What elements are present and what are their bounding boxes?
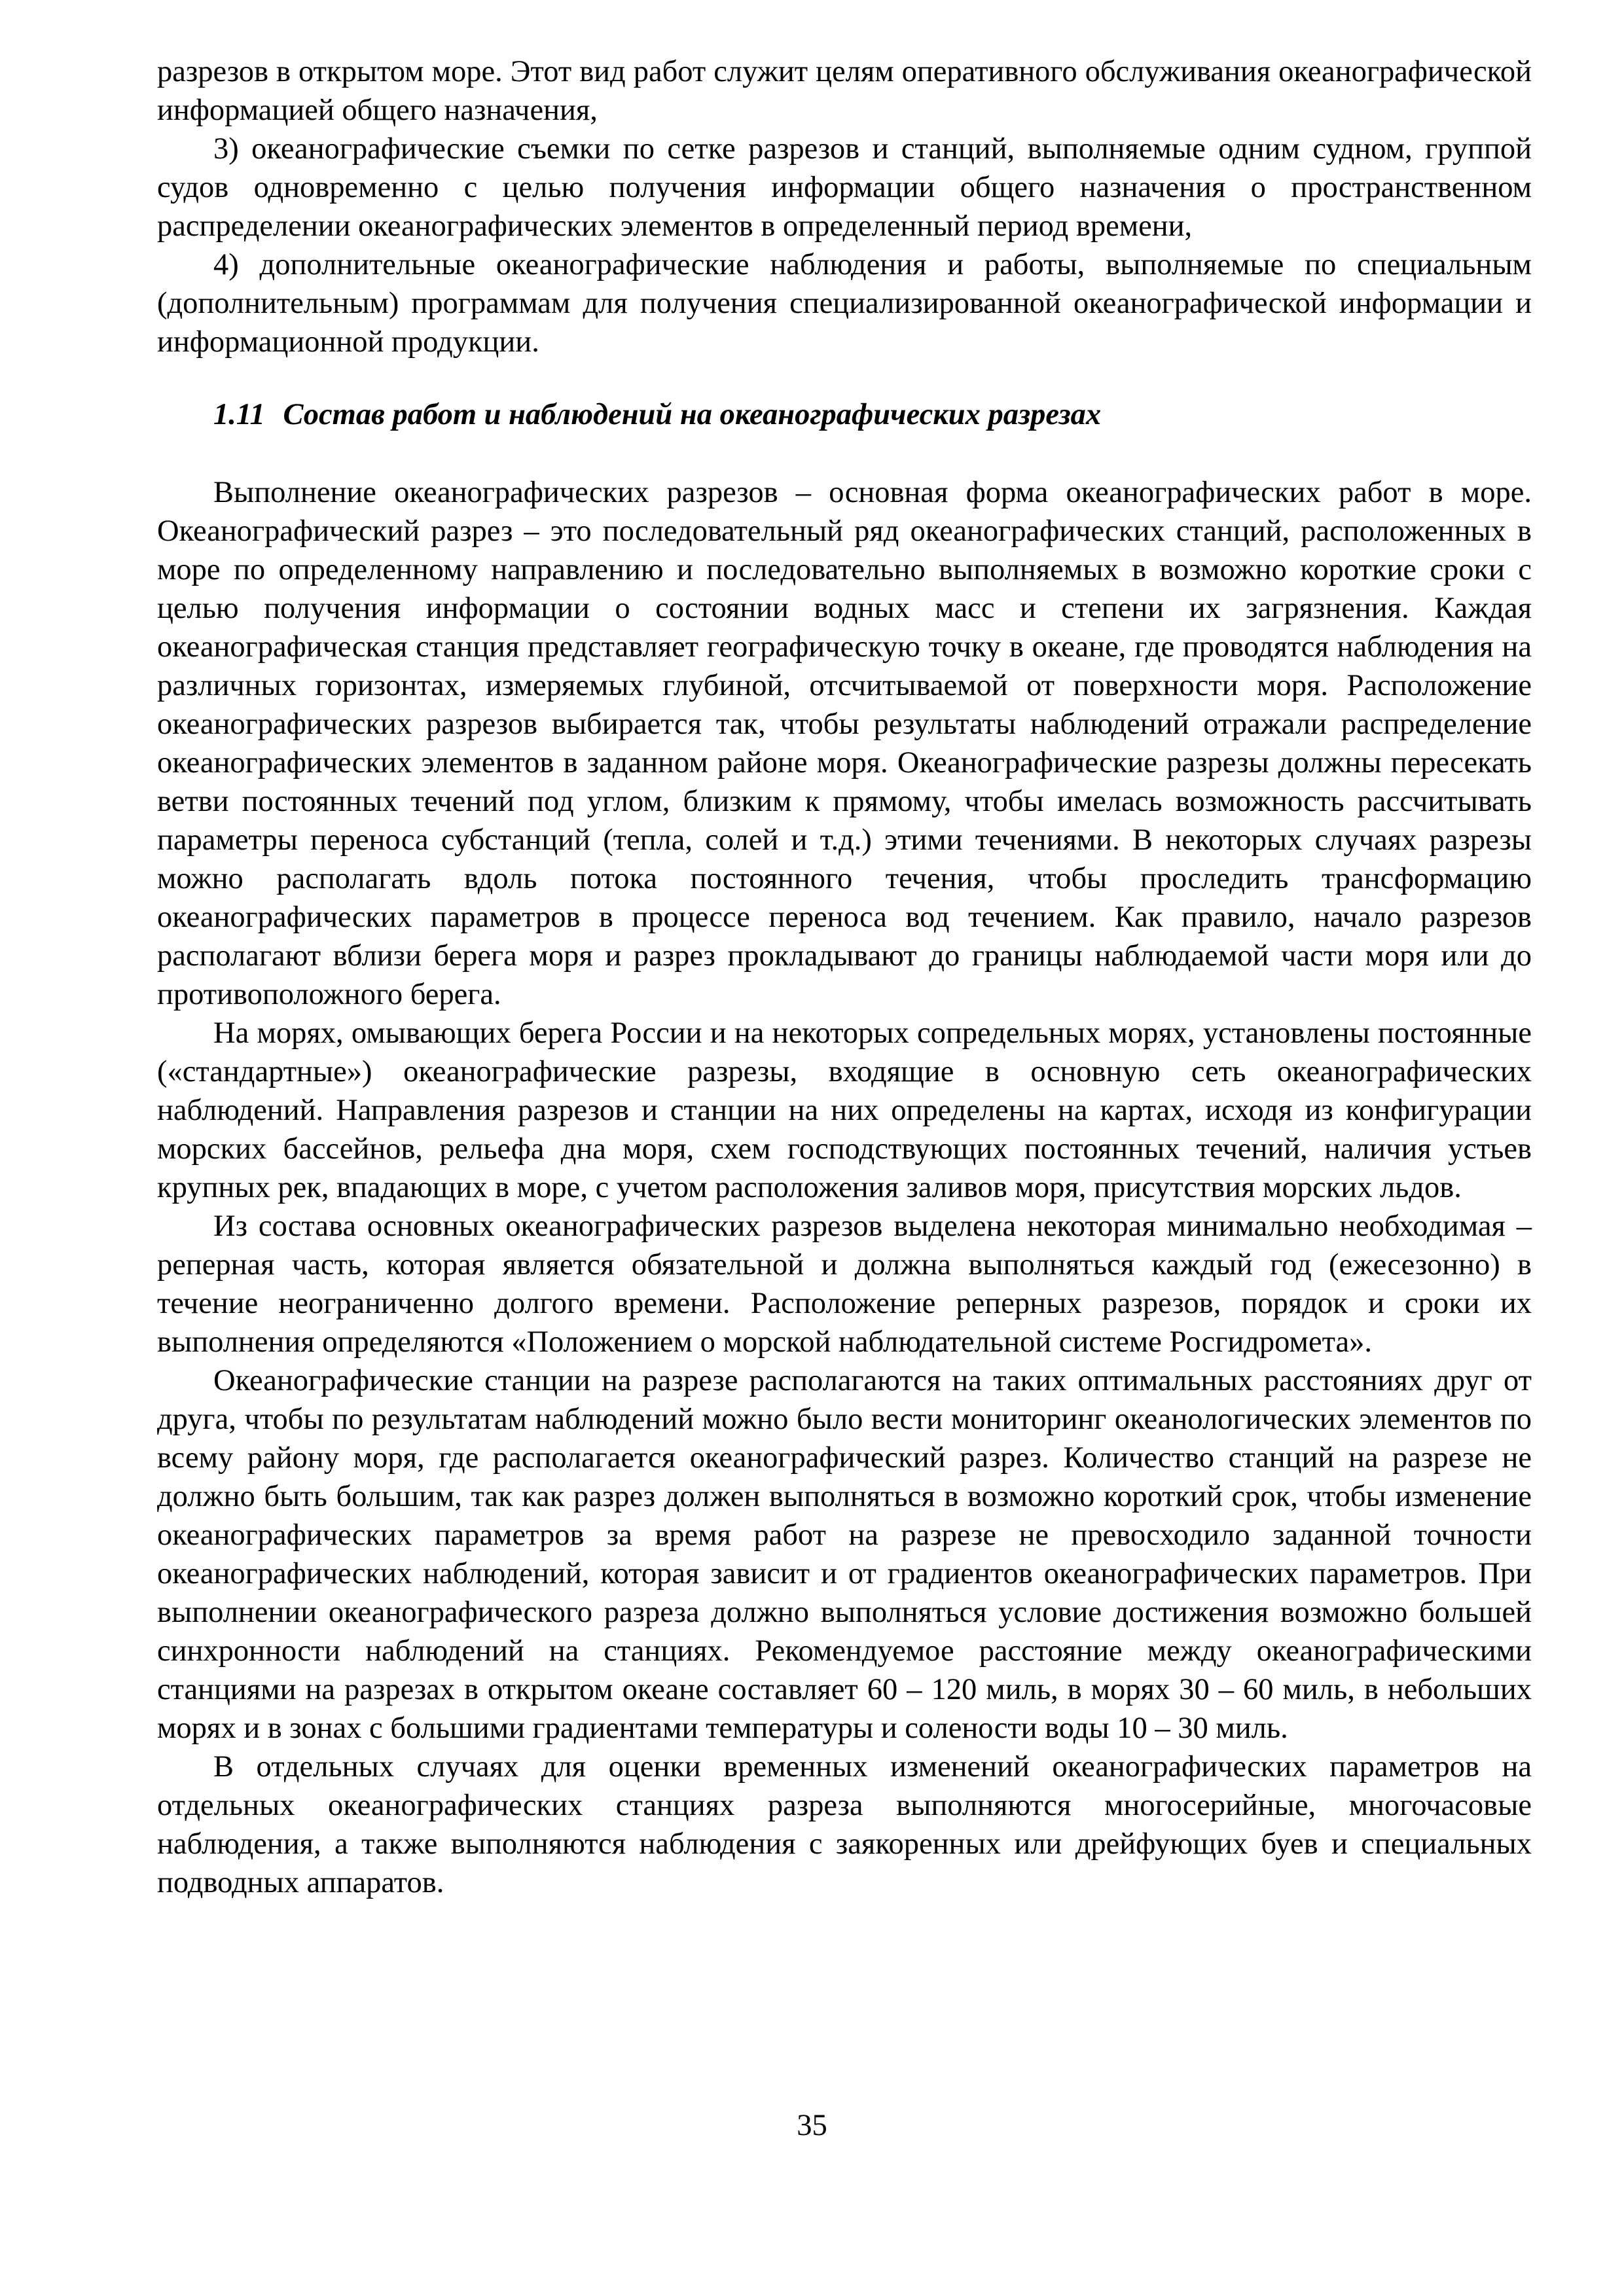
- intro-list-item-4: 4) дополнительные океанографические наблюдения и работы, выполняемые по специальным (дополнительным) программам для получения специализированной океанографической информации и информационной продукции.: [157, 248, 1532, 359]
- section-heading: [157, 395, 1532, 434]
- section-title: Состав работ и наблюдений на океанографических разрезах: [283, 398, 1102, 431]
- document-page: [157, 52, 1532, 1902]
- page-number: 35: [797, 2109, 827, 2142]
- body-paragraph-4: Океанографические станции на разрезе располагаются на таких оптимальных расстояниях друг от друга, чтобы по результатам наблюдений можно было вести мониторинг океанологических элементов по всему району моря, где располагается океанографический разрез. Количество станций на разрезе не должно быть большим, так как разрез должен выполняться в возможно короткий срок, чтобы изменение океанографических параметров за время работ на разрезе не превосходило заданной точности океанографических наблюдений, которая зависит и от градиентов океанографических параметров. При выполнении океанографического разреза должно выполняться условие достижения возможно большей синхронности наблюдений на станциях. Рекомендуемое расстояние между океанографическими станциями на разрезах в открытом океане составляет 60 – 120 миль, в морях 30 – 60 миль, в небольших морях и в зонах с большими градиентами температуры и солености воды 10 – 30 миль.: [157, 1364, 1532, 1745]
- body-paragraph-5: В отдельных случаях для оценки временных изменений океанографических параметров на отдельных океанографических станциях разреза выполняются многосерийные, многочасовые наблюдения, а также выполняются наблюдения с заякоренных или дрейфующих буев и специальных подводных аппаратов.: [157, 1750, 1532, 1899]
- section-number: 1.11: [213, 398, 265, 431]
- intro-paragraph-continued: разрезов в открытом море. Этот вид работ служит целям оперативного обслуживания океанографической информацией общего назначения,: [157, 55, 1532, 127]
- intro-list-item-3: 3) океанографические съемки по сетке разрезов и станций, выполняемые одним судном, группой судов одновременно с целью получения информации общего назначения о пространственном распределении океанографических элементов в определенный период времени,: [157, 132, 1532, 243]
- body-paragraph-2: На морях, омывающих берега России и на некоторых сопредельных морях, установлены постоянные («стандартные») океанографические разрезы, входящие в основную сеть океанографических наблюдений. Направления разрезов и станции на них определены на картах, исходя из конфигурации морских бассейнов, рельефа дна моря, схем господствующих постоянных течений, наличия устьев крупных рек, впадающих в море, с учетом расположения заливов моря, присутствия морских льдов.: [157, 1016, 1532, 1204]
- body-paragraph-3: Из состава основных океанографических разрезов выделена некоторая минимально необходимая – реперная часть, которая является обязательной и должна выполняться каждый год (ежесезонно) в течение неограниченно долгого времени. Расположение реперных разрезов, порядок и сроки их выполнения определяются «Положением о морской наблюдательной системе Росгидромета».: [157, 1210, 1532, 1359]
- body-paragraph-1: Выполнение океанографических разрезов – основная форма океанографических работ в море. Океанографический разрез – это последовательный ряд океанографических станций, расположенных в море по определенному направлению и последовательно выполняемых в возможно короткие сроки с целью получения информации о состоянии водных масс и степени их загрязнения. Каждая океанографическая станция представляет географическую точку в океане, где проводятся наблюдения на различных горизонтах, измеряемых глубиной, отсчитываемой от поверхности моря. Расположение океанографических разрезов выбирается так, чтобы результаты наблюдений отражали распределение океанографических элементов в заданном районе моря. Океанографические разрезы должны пересекать ветви постоянных течений под углом, близким к прямому, чтобы имелась возможность рассчитывать параметры переноса субстанций (тепла, солей и т.д.) этими течениями. В некоторых случаях разрезы можно располагать вдоль потока постоянного течения, чтобы проследить трансформацию океанографических параметров в процессе переноса вод течением. Как правило, начало разрезов располагают вблизи берега моря и разрез прокладывают до границы наблюдаемой части моря или до противоположного берега.: [157, 476, 1532, 1011]
